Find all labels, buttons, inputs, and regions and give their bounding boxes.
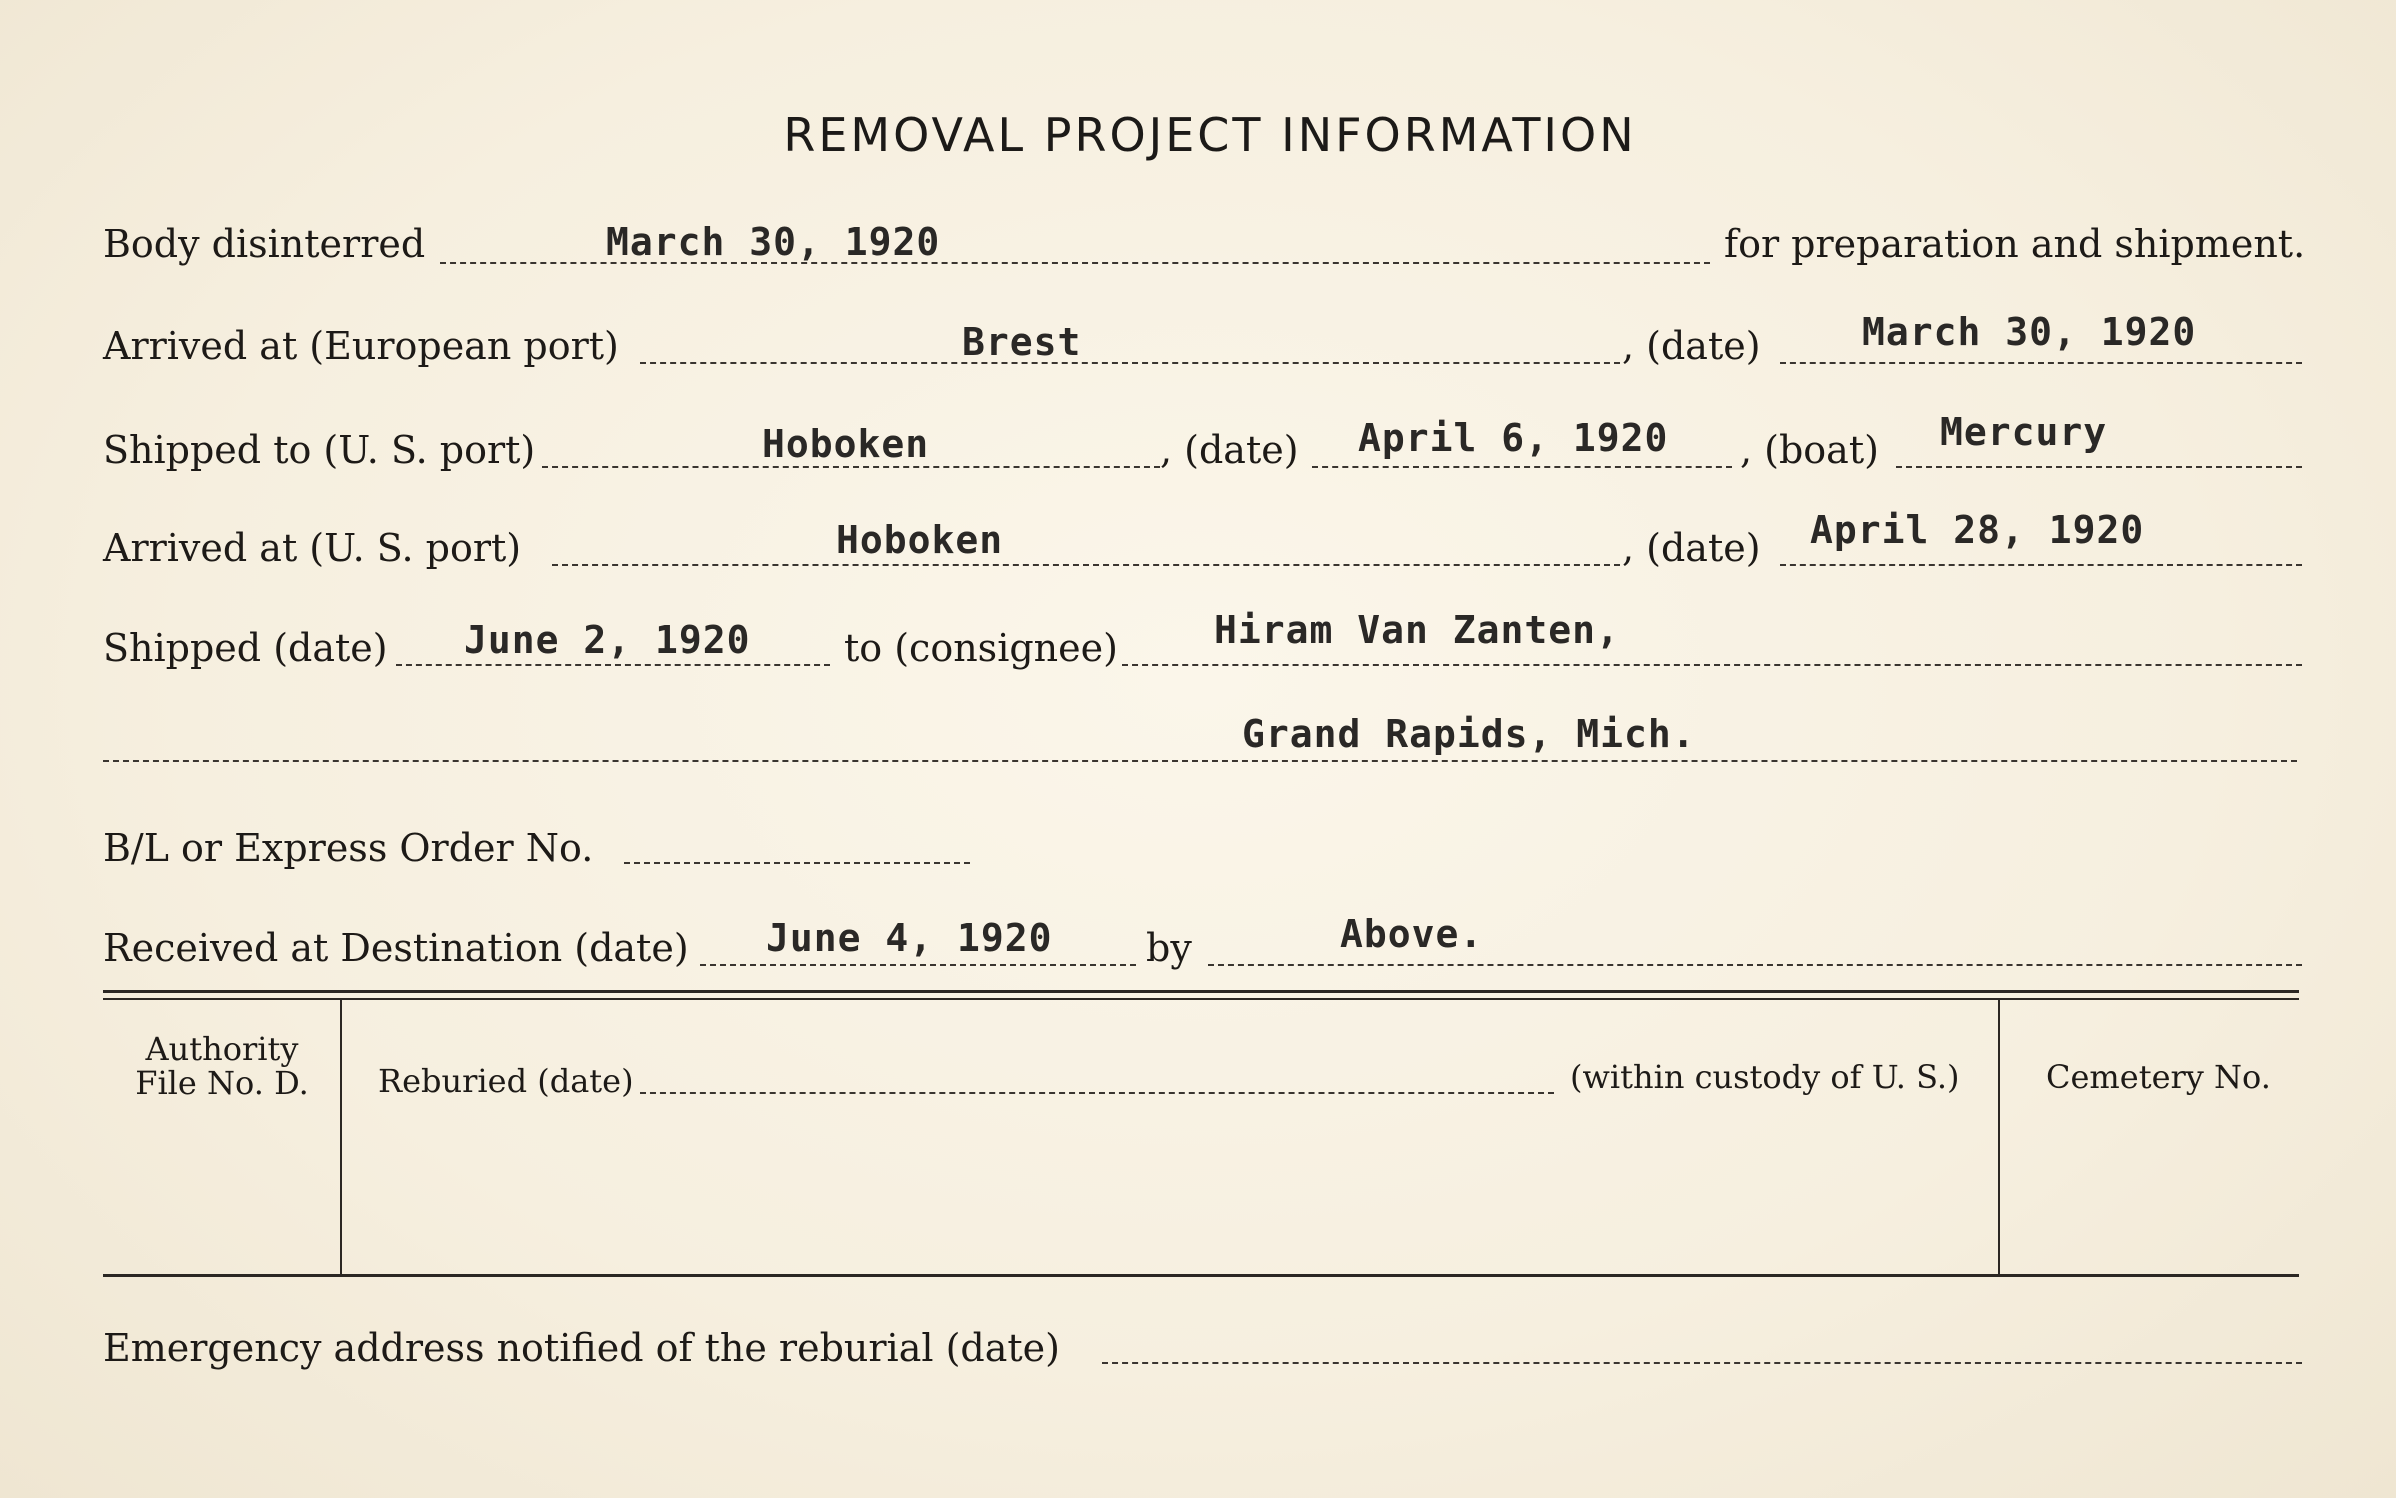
consignee-address: Grand Rapids, Mich. (1242, 712, 1696, 756)
bl-order-line (624, 862, 970, 864)
shipped-us-value: Hoboken (762, 422, 930, 466)
european-port-value: Brest (962, 320, 1082, 364)
body-disinterred-suffix: for preparation and shipment. (1724, 222, 2306, 266)
body-disinterred-value: March 30, 1920 (606, 220, 941, 264)
shipped-us-date-label: , (date) (1160, 428, 1299, 472)
boat-value: Mercury (1940, 410, 2108, 454)
boat-label: , (boat) (1740, 428, 1879, 472)
arrived-us-date-value: April 28, 1920 (1810, 508, 2145, 552)
reburied-label: Reburied (date) (378, 1062, 634, 1100)
european-port-line (640, 362, 1620, 364)
shipped-date-line (396, 664, 830, 666)
authority-label-2: File No. D. (135, 1064, 309, 1102)
box-bottom-rule (103, 1274, 2299, 1277)
bl-order-label: B/L or Express Order No. (103, 826, 594, 870)
box-divider-right (1998, 1000, 2000, 1274)
custody-label: (within custody of U. S.) (1570, 1058, 1960, 1096)
arrived-us-date-line (1780, 564, 2302, 566)
received-by-line (1208, 964, 2302, 966)
received-label: Received at Destination (date) (103, 926, 689, 970)
reburied-line (640, 1092, 1554, 1094)
emergency-line (1102, 1362, 2302, 1364)
received-by-value: Above. (1340, 912, 1484, 956)
cemetery-label: Cemetery No. (2046, 1058, 2271, 1096)
received-by-label: by (1146, 926, 1192, 970)
arrived-us-line (552, 564, 1620, 566)
card-title: REMOVAL PROJECT INFORMATION (783, 108, 1637, 162)
box-top-rule-2 (103, 998, 2299, 1000)
received-date-value: June 4, 1920 (766, 916, 1053, 960)
arrived-us-date-label: , (date) (1622, 526, 1761, 570)
arrived-us-value: Hoboken (836, 518, 1004, 562)
european-date-label: , (date) (1622, 324, 1761, 368)
consignee-line (1122, 664, 2302, 666)
shipped-date-value: June 2, 1920 (464, 618, 751, 662)
shipped-date-label: Shipped (date) (103, 626, 388, 670)
consignee-line-2 (103, 760, 2297, 762)
shipped-us-date-line (1312, 466, 1732, 468)
boat-line (1896, 466, 2302, 468)
arrived-us-label: Arrived at (U. S. port) (103, 526, 522, 570)
shipped-us-date-value: April 6, 1920 (1358, 416, 1669, 460)
body-disinterred-label: Body disinterred (103, 222, 426, 266)
european-port-label: Arrived at (European port) (103, 324, 619, 368)
received-date-line (700, 964, 1136, 966)
european-date-value: March 30, 1920 (1862, 310, 2197, 354)
box-top-rule (103, 990, 2299, 993)
shipped-us-line (542, 466, 1160, 468)
authority-label-1: Authority (145, 1030, 299, 1068)
shipped-us-label: Shipped to (U. S. port) (103, 428, 536, 472)
european-date-line (1780, 362, 2302, 364)
consignee-name: Hiram Van Zanten, (1214, 608, 1620, 652)
consignee-label: to (consignee) (844, 626, 1118, 670)
box-divider-left (340, 1000, 342, 1274)
emergency-label: Emergency address notified of the reburial (date) (103, 1326, 1060, 1370)
